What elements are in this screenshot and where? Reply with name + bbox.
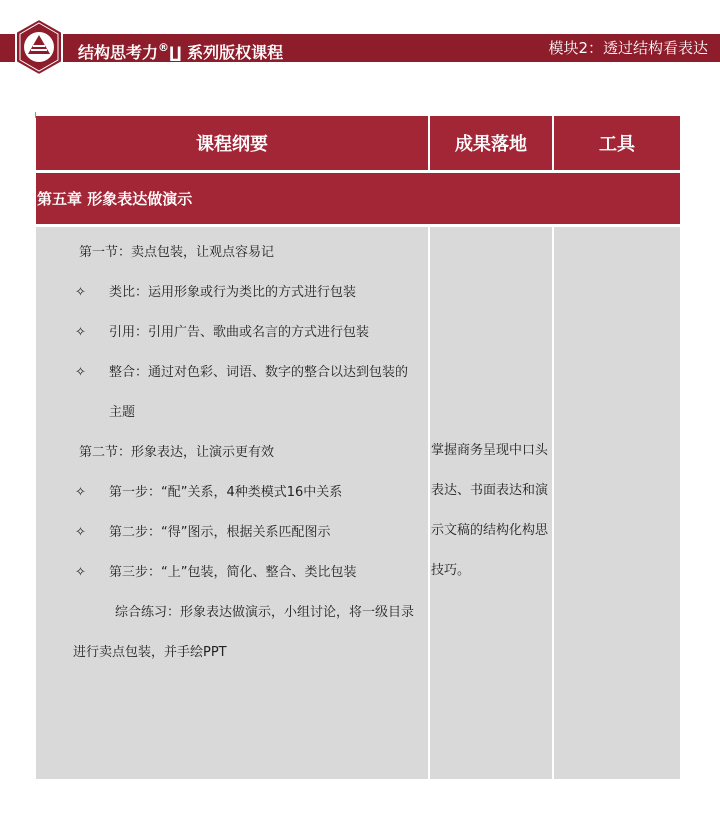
outcome-line: 技巧。 xyxy=(431,563,471,578)
column-header-tools: 工具 xyxy=(554,116,680,170)
registered-mark: ® xyxy=(158,41,170,54)
list-item-continuation: 主题 xyxy=(109,405,136,420)
outcome-line: 表达、书面表达和演 xyxy=(431,483,549,498)
list-item: 第三步：“上”包装，简化、整合、类比包装 xyxy=(109,565,357,580)
chapter-title: 第五章 形象表达做演示 xyxy=(37,190,193,208)
bullet-icon: ✧ xyxy=(75,285,86,300)
brand-title xyxy=(78,36,283,65)
bullet-icon: ✧ xyxy=(75,365,86,380)
outcome-line: 掌握商务呈现中口头 xyxy=(431,443,549,458)
module-label: 模块2：透过结构看表达 xyxy=(548,39,708,57)
bullet-icon: ✧ xyxy=(75,565,86,580)
chapter-row xyxy=(36,173,680,224)
section-1-title: 第一节：卖点包装，让观点容易记 xyxy=(79,245,275,260)
list-item: 整合：通过对色彩、词语、数字的整合以达到包装的 xyxy=(109,365,409,380)
outcome-line: 示文稿的结构化构思 xyxy=(431,523,549,538)
outline-cell xyxy=(36,227,428,779)
bullet-icon: ✧ xyxy=(75,325,86,340)
bullet-icon: ✧ xyxy=(75,485,86,500)
list-item: 第二步：“得”图示，根据关系匹配图示 xyxy=(109,525,331,540)
outcome-cell xyxy=(430,227,552,779)
practice-text-line-2: 进行卖点包装，并手绘PPT xyxy=(73,645,227,660)
brand-suffix: ∐ 系列版权课程 xyxy=(169,43,284,62)
logo-icon xyxy=(14,18,64,76)
practice-text-line-1: 综合练习：形象表达做演示，小组讨论，将一级目录 xyxy=(115,605,415,620)
list-item: 类比：运用形象或行为类比的方式进行包装 xyxy=(109,285,357,300)
column-header-outcome: 成果落地 xyxy=(430,116,552,170)
column-header-outline: 课程纲要 xyxy=(36,116,428,170)
list-item: 引用：引用广告、歌曲或名言的方式进行包装 xyxy=(109,325,370,340)
brand-title-text: 结构思考力 xyxy=(78,43,159,62)
tools-cell xyxy=(554,227,680,779)
section-2-title: 第二节：形象表达，让演示更有效 xyxy=(79,445,275,460)
bullet-icon: ✧ xyxy=(75,525,86,540)
list-item: 第一步：“配”关系，4种类模式16中关系 xyxy=(109,485,343,500)
